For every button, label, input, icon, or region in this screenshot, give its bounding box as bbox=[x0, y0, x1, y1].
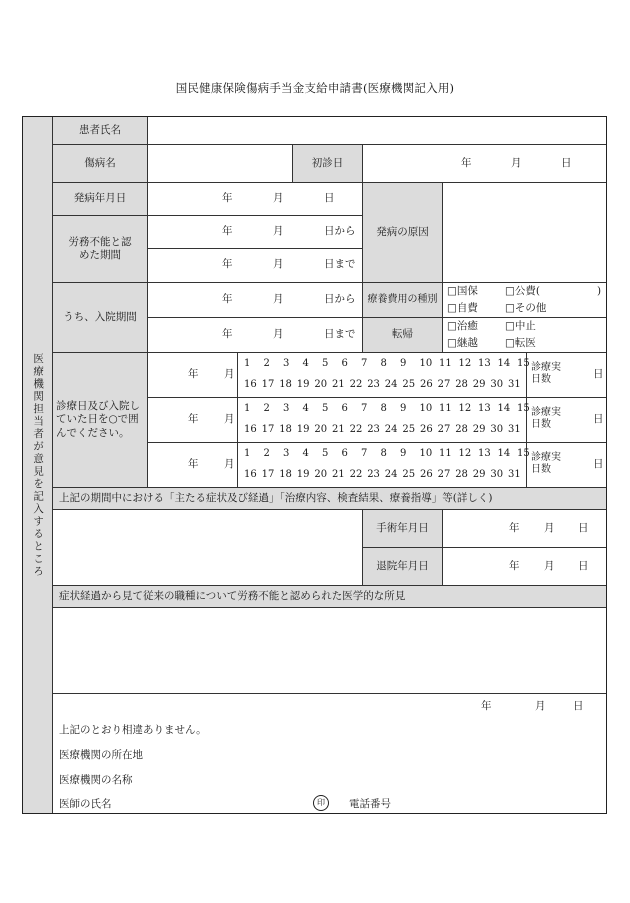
onset-date-field[interactable] bbox=[148, 183, 363, 216]
day-cell[interactable]: 15 bbox=[517, 358, 530, 369]
day-cell[interactable]: 2 bbox=[263, 448, 270, 459]
month-row-3-yearmonth[interactable] bbox=[148, 443, 238, 488]
hospital-period-label: うち、入院期間 bbox=[53, 283, 148, 353]
month-row-1-total[interactable] bbox=[527, 353, 606, 398]
day-cell[interactable]: 8 bbox=[380, 403, 387, 414]
day-cell[interactable]: 25 bbox=[402, 469, 416, 480]
day-cell[interactable]: 12 bbox=[458, 448, 472, 459]
option-kouhi-close: ) bbox=[597, 285, 602, 297]
day-cell[interactable]: 20 bbox=[314, 379, 328, 390]
hosp-until-day: 日まで bbox=[324, 328, 356, 340]
surgery-date-field[interactable] bbox=[443, 510, 606, 548]
day-cell[interactable]: 7 bbox=[361, 403, 368, 414]
day-cell[interactable]: 24 bbox=[384, 379, 398, 390]
incap-from-month: 月 bbox=[273, 225, 284, 237]
course-field[interactable] bbox=[53, 510, 363, 586]
total-day-unit: 日 bbox=[593, 458, 604, 470]
opinion-heading: 症状経過から見て従来の職種について労務不能と認められた医学的な所見 bbox=[53, 586, 606, 608]
onset-year: 年 bbox=[222, 192, 233, 204]
day-cell[interactable]: 6 bbox=[341, 448, 348, 459]
phone-label: 電話番号 bbox=[349, 798, 391, 810]
onset-month: 月 bbox=[273, 192, 284, 204]
patient-name-label: 患者氏名 bbox=[53, 117, 148, 145]
day-cell[interactable]: 22 bbox=[349, 379, 363, 390]
day-cell[interactable]: 25 bbox=[402, 424, 416, 435]
day-cell[interactable]: 10 bbox=[419, 358, 433, 369]
cert-month: 月 bbox=[535, 700, 546, 712]
incapacity-period-label: 労務不能と認めた期間 bbox=[53, 216, 148, 283]
month-row-2-yearmonth[interactable] bbox=[148, 398, 238, 443]
option-keietsu[interactable]: □継越 bbox=[447, 337, 478, 349]
month-row-3-days bbox=[238, 443, 530, 488]
treatment-days-label: 診療日及び入院していた日を○で囲んでください。 bbox=[53, 353, 148, 488]
first-visit-month: 月 bbox=[511, 157, 522, 169]
day-cell[interactable]: 15 bbox=[517, 448, 530, 459]
option-kouhi[interactable]: □公費( bbox=[505, 285, 541, 297]
discharge-year: 年 bbox=[509, 560, 520, 572]
month-row-year: 年 bbox=[188, 368, 199, 380]
month-row-month: 月 bbox=[224, 413, 235, 425]
day-cell[interactable]: 9 bbox=[400, 448, 407, 459]
day-cell[interactable]: 5 bbox=[322, 358, 329, 369]
day-cell[interactable]: 9 bbox=[400, 358, 407, 369]
hosp-from-year: 年 bbox=[222, 293, 233, 305]
hosp-until-month: 月 bbox=[273, 328, 284, 340]
month-row-month: 月 bbox=[224, 368, 235, 380]
day-cell[interactable]: 27 bbox=[437, 469, 451, 480]
day-cell[interactable]: 14 bbox=[497, 403, 511, 414]
month-row-2-days bbox=[238, 398, 530, 443]
incap-from-day: 日から bbox=[324, 225, 356, 237]
month-row-year: 年 bbox=[188, 458, 199, 470]
day-cell[interactable]: 22 bbox=[349, 424, 363, 435]
day-cell[interactable]: 23 bbox=[367, 424, 380, 435]
day-cell[interactable]: 26 bbox=[420, 424, 433, 435]
form-title: 国民健康保険傷病手当金支給申請書(医療機関記入用) bbox=[175, 81, 455, 95]
incapacity-until-field[interactable] bbox=[148, 249, 363, 283]
cert-year: 年 bbox=[481, 700, 492, 712]
hospital-from-field[interactable] bbox=[148, 283, 363, 318]
onset-cause-label: 発病の原因 bbox=[363, 183, 443, 283]
day-cell[interactable]: 11 bbox=[439, 358, 452, 369]
day-cell[interactable]: 15 bbox=[517, 403, 530, 414]
surgery-day: 日 bbox=[578, 522, 589, 534]
month-row-2-total[interactable] bbox=[527, 398, 606, 443]
day-cell[interactable]: 28 bbox=[455, 469, 468, 480]
day-cell[interactable]: 31 bbox=[508, 469, 521, 480]
incap-until-year: 年 bbox=[222, 258, 233, 270]
day-cell[interactable]: 23 bbox=[367, 469, 380, 480]
first-visit-field[interactable] bbox=[363, 145, 606, 183]
day-cell[interactable]: 27 bbox=[437, 424, 451, 435]
day-cell[interactable]: 6 bbox=[341, 403, 348, 414]
day-cell[interactable]: 4 bbox=[302, 403, 309, 414]
day-cell[interactable]: 18 bbox=[279, 379, 292, 390]
hosp-from-month: 月 bbox=[273, 293, 284, 305]
surgery-month: 月 bbox=[544, 522, 555, 534]
day-cell[interactable]: 7 bbox=[361, 448, 368, 459]
day-cell[interactable]: 21 bbox=[332, 424, 345, 435]
day-cell[interactable]: 13 bbox=[478, 448, 491, 459]
day-cell[interactable]: 30 bbox=[490, 469, 504, 480]
cert-day: 日 bbox=[573, 700, 584, 712]
seal-mark: 印 bbox=[313, 795, 329, 811]
day-cell[interactable]: 6 bbox=[341, 358, 348, 369]
day-cell[interactable]: 23 bbox=[367, 379, 380, 390]
patient-name-field[interactable] bbox=[148, 117, 606, 145]
day-cell[interactable]: 19 bbox=[296, 379, 310, 390]
opinion-field[interactable] bbox=[53, 608, 606, 694]
day-cell[interactable]: 29 bbox=[472, 469, 486, 480]
day-cell[interactable]: 20 bbox=[314, 424, 328, 435]
discharge-date-field[interactable] bbox=[443, 548, 606, 586]
incapacity-from-field[interactable] bbox=[148, 216, 363, 249]
side-label: 医療機関担当者が意見を記入するところ bbox=[32, 352, 45, 578]
treatment-type-label: 療養費用の種別 bbox=[363, 283, 443, 318]
incap-until-month: 月 bbox=[273, 258, 284, 270]
day-cell[interactable]: 7 bbox=[361, 358, 368, 369]
discharge-date-label: 退院年月日 bbox=[363, 548, 443, 586]
day-cell[interactable]: 30 bbox=[490, 379, 504, 390]
month-row-1-yearmonth[interactable] bbox=[148, 353, 238, 398]
day-cell[interactable]: 31 bbox=[508, 379, 521, 390]
surgery-year: 年 bbox=[509, 522, 520, 534]
onset-date-label: 発病年月日 bbox=[53, 183, 148, 216]
day-cell[interactable]: 12 bbox=[458, 403, 472, 414]
certify-text: 上記のとおり相違ありません。 bbox=[59, 724, 207, 736]
day-cell[interactable]: 16 bbox=[244, 379, 257, 390]
day-cell[interactable]: 1 bbox=[244, 448, 251, 459]
day-cell[interactable]: 28 bbox=[455, 424, 468, 435]
day-cell[interactable]: 11 bbox=[439, 403, 452, 414]
day-cell[interactable]: 10 bbox=[419, 403, 433, 414]
month-row-month: 月 bbox=[224, 458, 235, 470]
outcome-label: 転帰 bbox=[363, 318, 443, 353]
day-cell[interactable]: 4 bbox=[302, 358, 309, 369]
day-cell[interactable]: 3 bbox=[283, 358, 290, 369]
hospital-until-field[interactable] bbox=[148, 318, 363, 353]
option-jihi[interactable]: □自費 bbox=[447, 302, 478, 314]
surgery-date-label: 手術年月日 bbox=[363, 510, 443, 548]
month-row-1-days bbox=[238, 353, 530, 398]
day-cell[interactable]: 18 bbox=[279, 469, 292, 480]
day-cell[interactable]: 25 bbox=[402, 379, 416, 390]
day-cell[interactable]: 22 bbox=[349, 469, 363, 480]
day-cell[interactable]: 8 bbox=[380, 358, 387, 369]
day-cell[interactable]: 3 bbox=[283, 403, 290, 414]
month-row-year: 年 bbox=[188, 413, 199, 425]
total-day-unit: 日 bbox=[593, 413, 604, 425]
hosp-from-day: 日から bbox=[324, 293, 356, 305]
day-cell[interactable]: 29 bbox=[472, 379, 486, 390]
discharge-day: 日 bbox=[578, 560, 589, 572]
day-cell[interactable]: 14 bbox=[497, 448, 511, 459]
day-cell[interactable]: 16 bbox=[244, 469, 257, 480]
day-cell[interactable]: 1 bbox=[244, 358, 251, 369]
option-chushi[interactable]: □中止 bbox=[505, 320, 536, 332]
day-cell[interactable]: 8 bbox=[380, 448, 387, 459]
day-cell[interactable]: 2 bbox=[263, 403, 270, 414]
day-cell[interactable]: 2 bbox=[263, 358, 270, 369]
day-cell[interactable]: 26 bbox=[420, 379, 433, 390]
day-cell[interactable]: 5 bbox=[322, 448, 329, 459]
day-cell[interactable]: 21 bbox=[332, 469, 345, 480]
day-cell[interactable]: 27 bbox=[437, 379, 451, 390]
day-cell[interactable]: 19 bbox=[296, 424, 310, 435]
day-cell[interactable]: 24 bbox=[384, 469, 398, 480]
certification-block bbox=[53, 694, 606, 813]
first-visit-day: 日 bbox=[561, 157, 572, 169]
option-sonota[interactable]: □その他 bbox=[505, 302, 547, 314]
day-cell[interactable]: 4 bbox=[302, 448, 309, 459]
day-cell[interactable]: 18 bbox=[279, 424, 292, 435]
discharge-month: 月 bbox=[544, 560, 555, 572]
day-cell[interactable]: 26 bbox=[420, 469, 433, 480]
onset-cause-field[interactable] bbox=[443, 183, 606, 283]
side-label-cell bbox=[23, 117, 53, 813]
day-cell[interactable]: 19 bbox=[296, 469, 310, 480]
day-cell[interactable]: 1 bbox=[244, 403, 251, 414]
treatment-days-total-label: 診療実日数 bbox=[531, 362, 561, 385]
onset-day: 日 bbox=[324, 192, 335, 204]
option-teni[interactable]: □転医 bbox=[505, 337, 536, 349]
day-cell[interactable]: 17 bbox=[261, 379, 275, 390]
day-cell[interactable]: 11 bbox=[439, 448, 452, 459]
total-day-unit: 日 bbox=[593, 368, 604, 380]
first-visit-label: 初診日 bbox=[293, 145, 363, 183]
day-cell[interactable]: 30 bbox=[490, 424, 504, 435]
facility-name-label: 医療機関の名称 bbox=[59, 774, 133, 786]
course-heading: 上記の期間中における「主たる症状及び経過」「治療内容、検査結果、療養指導」等(詳しく) bbox=[53, 488, 606, 510]
day-cell[interactable]: 17 bbox=[261, 469, 275, 480]
day-cell[interactable]: 9 bbox=[400, 403, 407, 414]
day-cell[interactable]: 16 bbox=[244, 424, 257, 435]
day-cell[interactable]: 28 bbox=[455, 379, 468, 390]
day-cell[interactable]: 20 bbox=[314, 469, 328, 480]
medical-form bbox=[22, 116, 607, 814]
day-cell[interactable]: 29 bbox=[472, 424, 486, 435]
doctor-name-label: 医師の氏名 bbox=[59, 798, 112, 810]
day-cell[interactable]: 13 bbox=[478, 358, 491, 369]
facility-address-label: 医療機関の所在地 bbox=[59, 749, 143, 761]
option-chiyu[interactable]: □治癒 bbox=[447, 320, 478, 332]
option-kokuho[interactable]: □国保 bbox=[447, 285, 478, 297]
day-cell[interactable]: 14 bbox=[497, 358, 511, 369]
day-cell[interactable]: 3 bbox=[283, 448, 290, 459]
hosp-until-year: 年 bbox=[222, 328, 233, 340]
month-row-3-total[interactable] bbox=[527, 443, 606, 488]
day-cell[interactable]: 21 bbox=[332, 379, 345, 390]
first-visit-year: 年 bbox=[461, 157, 472, 169]
day-cell[interactable]: 5 bbox=[322, 403, 329, 414]
outcome-options bbox=[443, 318, 606, 353]
disease-name-field[interactable] bbox=[148, 145, 293, 183]
day-cell[interactable]: 31 bbox=[508, 424, 521, 435]
day-cell[interactable]: 13 bbox=[478, 403, 491, 414]
treatment-days-total-label: 診療実日数 bbox=[531, 407, 561, 430]
treatment-days-total-label: 診療実日数 bbox=[531, 452, 561, 475]
day-cell[interactable]: 10 bbox=[419, 448, 433, 459]
treatment-type-options bbox=[443, 283, 606, 318]
disease-name-label: 傷病名 bbox=[53, 145, 148, 183]
incap-until-day: 日まで bbox=[324, 258, 356, 270]
day-cell[interactable]: 24 bbox=[384, 424, 398, 435]
incap-from-year: 年 bbox=[222, 225, 233, 237]
day-cell[interactable]: 12 bbox=[458, 358, 472, 369]
day-cell[interactable]: 17 bbox=[261, 424, 275, 435]
